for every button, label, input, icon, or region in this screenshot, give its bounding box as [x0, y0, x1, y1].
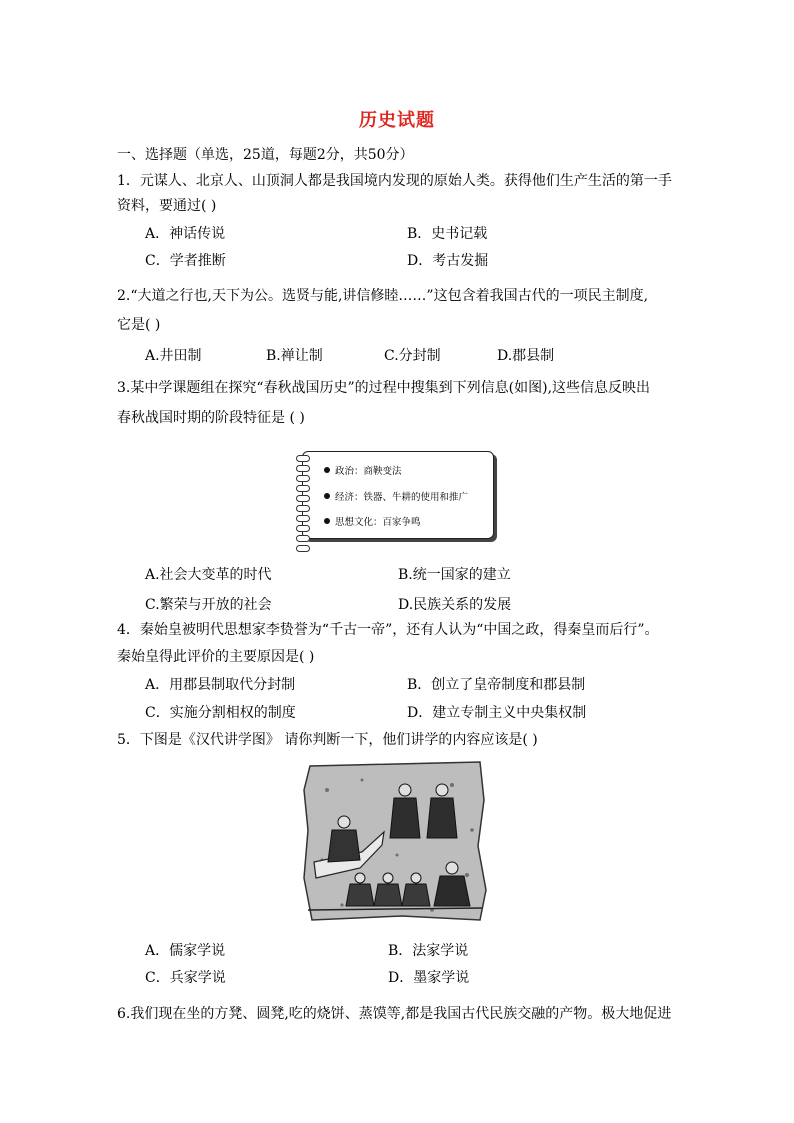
q3-option-b: B.统一国家的建立	[398, 567, 511, 583]
q2-option-d: D.郡县制	[497, 348, 555, 364]
q3-option-d: D.民族关系的发展	[398, 597, 512, 613]
q1-option-b: B．史书记载	[407, 226, 488, 242]
q2-option-c: C.分封制	[384, 348, 441, 364]
q4-option-d: D．建立专制主义中央集权制	[407, 705, 587, 721]
page-title: 历史试题	[359, 110, 435, 131]
q3-option-c: C.繁荣与开放的社会	[145, 597, 272, 613]
q5-option-c: C．兵家学说	[145, 970, 226, 986]
q1-option-c: C．学者推断	[145, 253, 226, 269]
notebook-item-economy: 经济：铁器、牛耕的使用和推广	[324, 489, 468, 503]
q5-option-a: A．儒家学说	[145, 943, 226, 959]
q4-option-a: A．用郡县制取代分封制	[145, 677, 296, 693]
q5-option-b: B．法家学说	[388, 943, 469, 959]
q3-stem-line1: 3.某中学课题组在探究“春秋战国历史”的过程中搜集到下列信息(如图),这些信息反映出	[117, 380, 651, 396]
q6-stem-line1: 6.我们现在坐的方凳、圆凳,吃的烧饼、蒸馍等,都是我国古代民族交融的产物。极大地促进	[117, 1006, 672, 1022]
q5-stem-line1: 5．下图是《汉代讲学图》 请你判断一下，他们讲学的内容应该是( )	[117, 732, 538, 748]
section-header: 一、选择题（单选，25道，每题2分，共50分）	[117, 147, 414, 163]
q2-stem-line2: 它是( )	[117, 317, 161, 333]
spiral-binding	[296, 455, 310, 535]
q3-option-a: A.社会大变革的时代	[145, 567, 272, 583]
q4-stem-line1: 4．秦始皇被明代思想家李贽誉为“千古一帝”，还有人认为“中国之政，得秦皇而后行”。	[117, 622, 659, 638]
q1-option-a: A．神话传说	[145, 226, 226, 242]
q4-stem-line2: 秦始皇得此评价的主要原因是( )	[117, 649, 315, 665]
bullet-icon	[324, 493, 330, 499]
q1-stem-line1: 1．元谋人、北京人、山顶洞人都是我国境内发现的原始人类。获得他们生产生活的第一手	[117, 173, 672, 189]
q2-option-b: B.禅让制	[266, 348, 323, 364]
q3-info-notebook-card	[296, 447, 496, 543]
notebook-item-politics: 政治：商鞅变法	[324, 463, 402, 477]
notebook-item-culture: 思想文化：百家争鸣	[324, 514, 421, 528]
bullet-icon	[324, 467, 330, 473]
q2-option-a: A.井田制	[145, 348, 202, 364]
q2-stem-line1: 2.“大道之行也,天下为公。选贤与能,讲信修睦……”这包含着我国古代的一项民主制度,	[117, 288, 649, 304]
bullet-icon	[324, 518, 330, 524]
han-lecture-stone-rubbing	[302, 760, 488, 922]
q1-stem-line2: 资料，要通过( )	[117, 198, 217, 214]
q1-option-d: D．考古发掘	[407, 253, 489, 269]
q5-option-d: D．墨家学说	[388, 970, 470, 986]
q4-option-c: C．实施分割相权的制度	[145, 705, 296, 721]
q4-option-b: B．创立了皇帝制度和郡县制	[407, 677, 586, 693]
q3-stem-line2: 春秋战国时期的阶段特征是 ( )	[117, 410, 305, 426]
